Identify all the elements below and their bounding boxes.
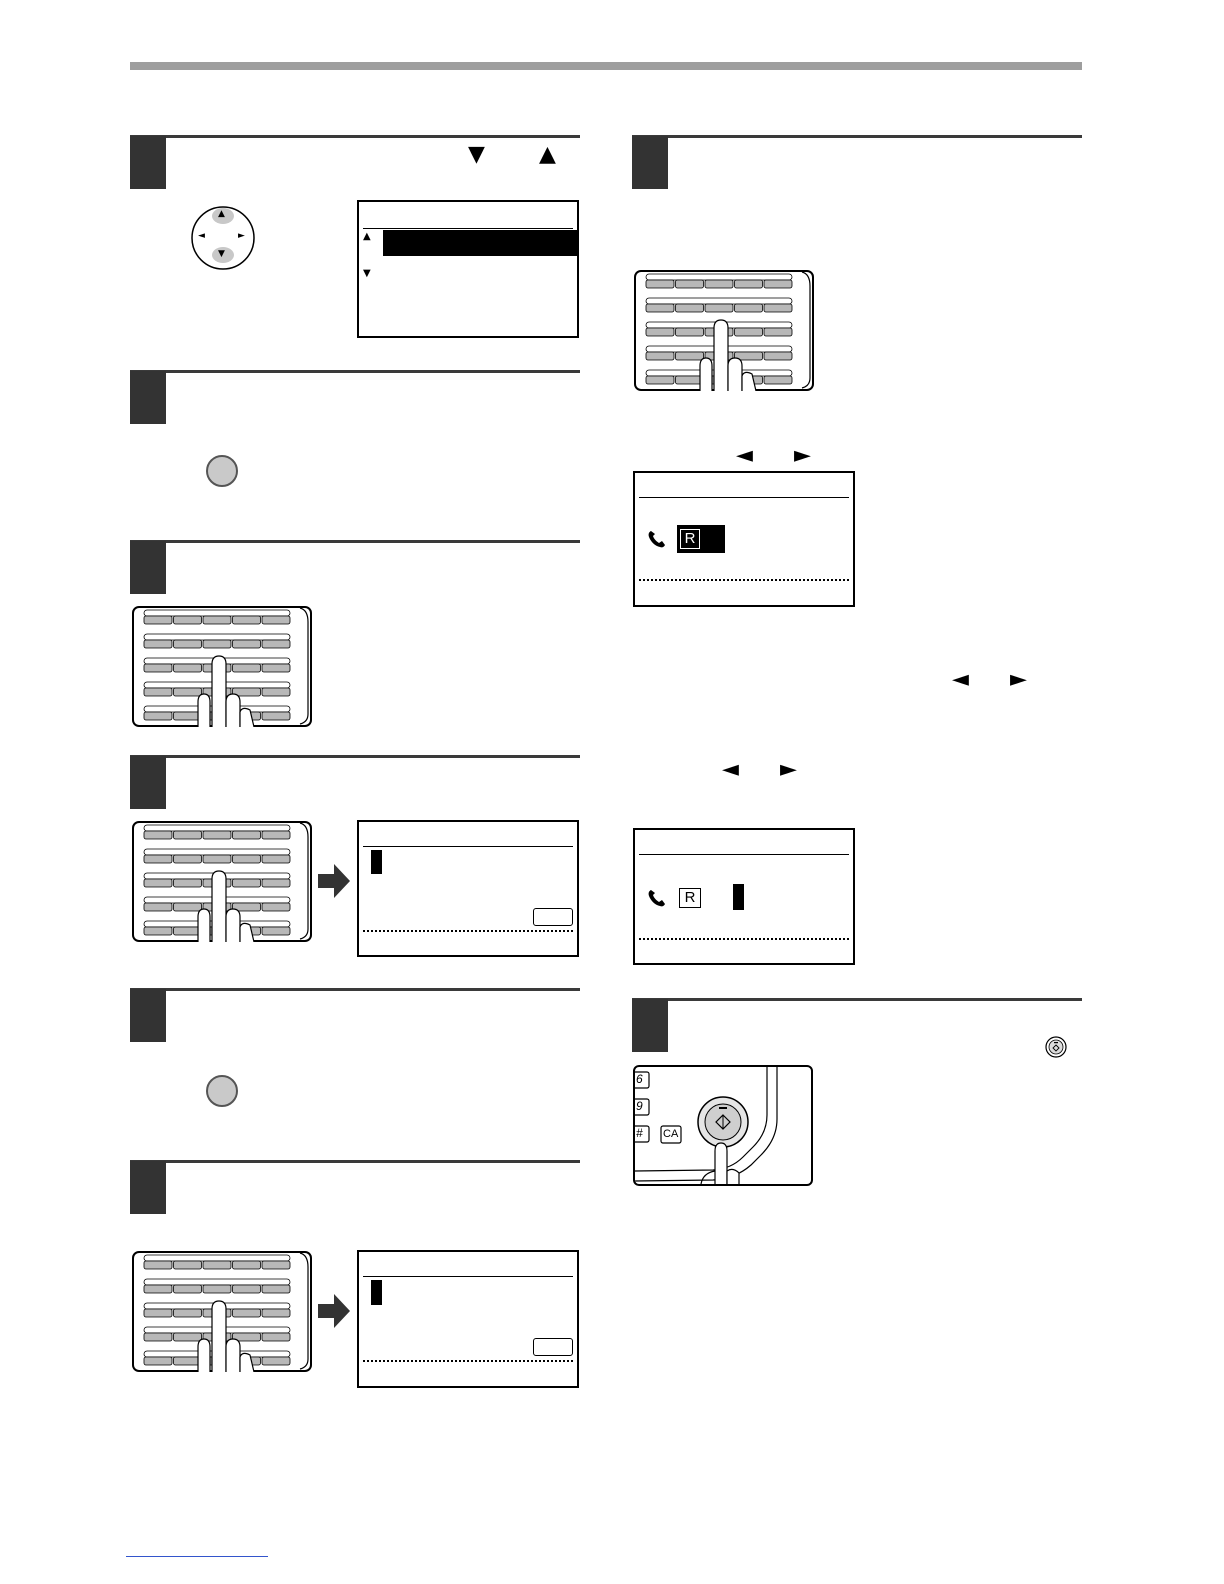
- ca-key: CA: [663, 1128, 679, 1140]
- step-4-rule: [130, 755, 580, 758]
- step-7-number-box: [632, 136, 668, 189]
- phone-icon: [647, 529, 667, 554]
- r-key-highlight: [677, 525, 725, 553]
- header-bar: [130, 62, 1082, 70]
- touch-panel-illustration: [634, 270, 814, 396]
- lcd-scroll-up-icon: ▲: [363, 231, 371, 242]
- step-5-number-box: [130, 989, 166, 1042]
- r-pause-symbol: R: [679, 888, 701, 908]
- dpad-down-glyph: ▼: [218, 249, 225, 259]
- step-3-rule: [130, 540, 580, 543]
- key-9: 9: [636, 1099, 643, 1113]
- key-6: 6: [636, 1072, 643, 1086]
- down-arrow-icon: ▼: [468, 142, 485, 167]
- step-8-rule: [632, 998, 1082, 1001]
- up-arrow-icon: ▲: [539, 142, 556, 167]
- start-key-illustration: [633, 1065, 813, 1186]
- dpad-up-glyph: ▲: [218, 209, 225, 219]
- lcd-dial-display: [633, 828, 855, 965]
- lcd-dial-display: [633, 471, 855, 607]
- arrow-right-icon: [318, 864, 350, 903]
- step-6-number-box: [130, 1161, 166, 1214]
- footer-link-underline: [126, 1556, 268, 1557]
- lcd-entry-display: [357, 1250, 579, 1388]
- lcd-entry-display: [357, 820, 579, 957]
- dpad-left-glyph: ◄: [198, 231, 205, 241]
- step-2-number-box: [130, 371, 166, 424]
- round-key-icon: [206, 1075, 238, 1107]
- lcd-menu-display: [357, 200, 579, 338]
- ok-box: [533, 908, 573, 926]
- phone-icon: [647, 888, 667, 913]
- r-pause-symbol: R: [680, 529, 700, 549]
- highlighted-menu-row: [383, 230, 578, 256]
- dpad-right-glyph: ►: [238, 231, 245, 241]
- step-3-number-box: [130, 541, 166, 594]
- step-1-rule: [130, 135, 580, 138]
- key-hash: #: [636, 1126, 643, 1140]
- left-arrow-icon: ◄: [952, 667, 969, 692]
- ok-box: [533, 1338, 573, 1356]
- step-7-rule: [632, 135, 1082, 138]
- cursor-block: [371, 1280, 382, 1305]
- right-arrow-icon: ►: [1010, 667, 1027, 692]
- cursor-block: [371, 850, 382, 874]
- start-key-icon: [1045, 1036, 1067, 1058]
- step-6-rule: [130, 1160, 580, 1163]
- touch-panel-illustration: [132, 606, 312, 732]
- step-8-number-box: [632, 999, 668, 1052]
- left-arrow-icon: ◄: [722, 757, 739, 782]
- step-4-number-box: [130, 756, 166, 809]
- right-arrow-icon: ►: [780, 757, 797, 782]
- touch-panel-illustration: [132, 1251, 312, 1377]
- lcd-scroll-down-icon: ▼: [363, 268, 371, 279]
- step-2-rule: [130, 370, 580, 373]
- cursor-block: [733, 884, 744, 910]
- right-arrow-icon: ►: [794, 443, 811, 468]
- step-5-rule: [130, 988, 580, 991]
- touch-panel-illustration: [132, 821, 312, 947]
- step-1-number-box: [130, 136, 166, 189]
- left-arrow-icon: ◄: [736, 443, 753, 468]
- arrow-right-icon: [318, 1294, 350, 1333]
- round-key-icon: [206, 455, 238, 487]
